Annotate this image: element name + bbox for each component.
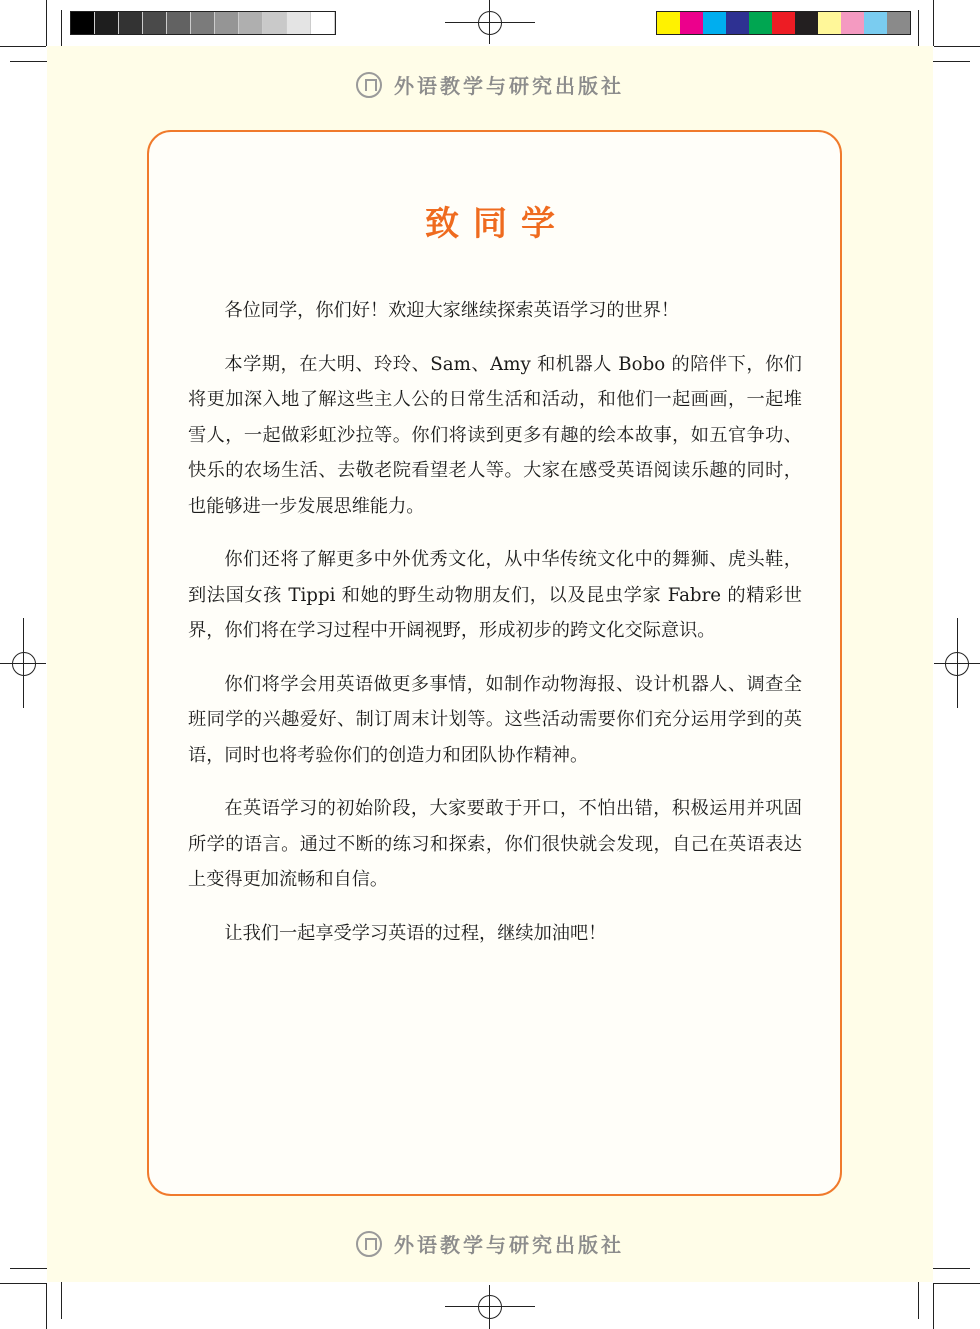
header-publisher bbox=[0, 70, 980, 99]
crop-mark bbox=[46, 0, 47, 46]
fltrp-logo-icon bbox=[356, 1231, 382, 1257]
registration-target-icon bbox=[12, 652, 36, 676]
crop-mark bbox=[933, 0, 934, 46]
crop-mark bbox=[934, 1283, 980, 1284]
crop-mark bbox=[46, 1283, 47, 1329]
letter-paragraph: 本学期，在大明、玲玲、Sam、Amy 和机器人 Bobo 的陪伴下，你们将更加深入地了解这些主人公的日常生活和活动，和他们一起画画，一起堆雪人，一起做彩虹沙拉等。你们将读到更多有趣的绘本故事，如五官争功、快乐的农场生活、去敬老院看望老人等。大家在感受英语阅读乐趣的同时，也能够进一步发展思维能力。 bbox=[188, 353, 802, 517]
letter-paragraph: 让我们一起享受学习英语的过程，继续加油吧！ bbox=[224, 922, 607, 944]
crop-mark bbox=[0, 46, 46, 47]
letter-paragraph: 你们将学会用英语做更多事情，如制作动物海报、设计机器人、调查全班同学的兴趣爱好、制订周末计划等。这些活动需要你们充分运用学到的英语，同时也将考验你们的创造力和团队协作精神。 bbox=[188, 673, 802, 766]
publisher-name: 外语教学与研究出版社 bbox=[394, 1233, 624, 1257]
registration-target-icon bbox=[478, 11, 502, 35]
footer-publisher bbox=[0, 1229, 980, 1258]
letter-paragraph: 各位同学，你们好！欢迎大家继续探索英语学习的世界！ bbox=[224, 300, 680, 321]
letter-title: 致同学 bbox=[425, 204, 569, 244]
crop-mark bbox=[934, 46, 980, 47]
registration-target-icon bbox=[945, 652, 969, 676]
letter-body bbox=[188, 293, 802, 969]
letter-paragraph: 你们还将了解更多中外优秀文化，从中华传统文化中的舞狮、虎头鞋，到法国女孩 Tippi 和她的野生动物朋友们，以及昆虫学家 Fabre 的精彩世界，你们将在学习过程中开阔视野，形成初步的跨文化交际意识。 bbox=[188, 549, 802, 641]
crop-mark bbox=[933, 1283, 934, 1329]
color-control-bar bbox=[656, 11, 911, 35]
letter-paragraph: 在英语学习的初始阶段，大家要敢于开口，不怕出错，积极运用并巩固所学的语言。通过不断的练习和探索，你们很快就会发现，自己在英语表达上变得更加流畅和自信。 bbox=[188, 798, 802, 890]
grayscale-control-bar bbox=[70, 11, 336, 35]
registration-target-icon bbox=[478, 1295, 502, 1319]
publisher-name: 外语教学与研究出版社 bbox=[394, 74, 624, 98]
fltrp-logo-icon bbox=[356, 72, 382, 98]
crop-mark bbox=[0, 1283, 46, 1284]
